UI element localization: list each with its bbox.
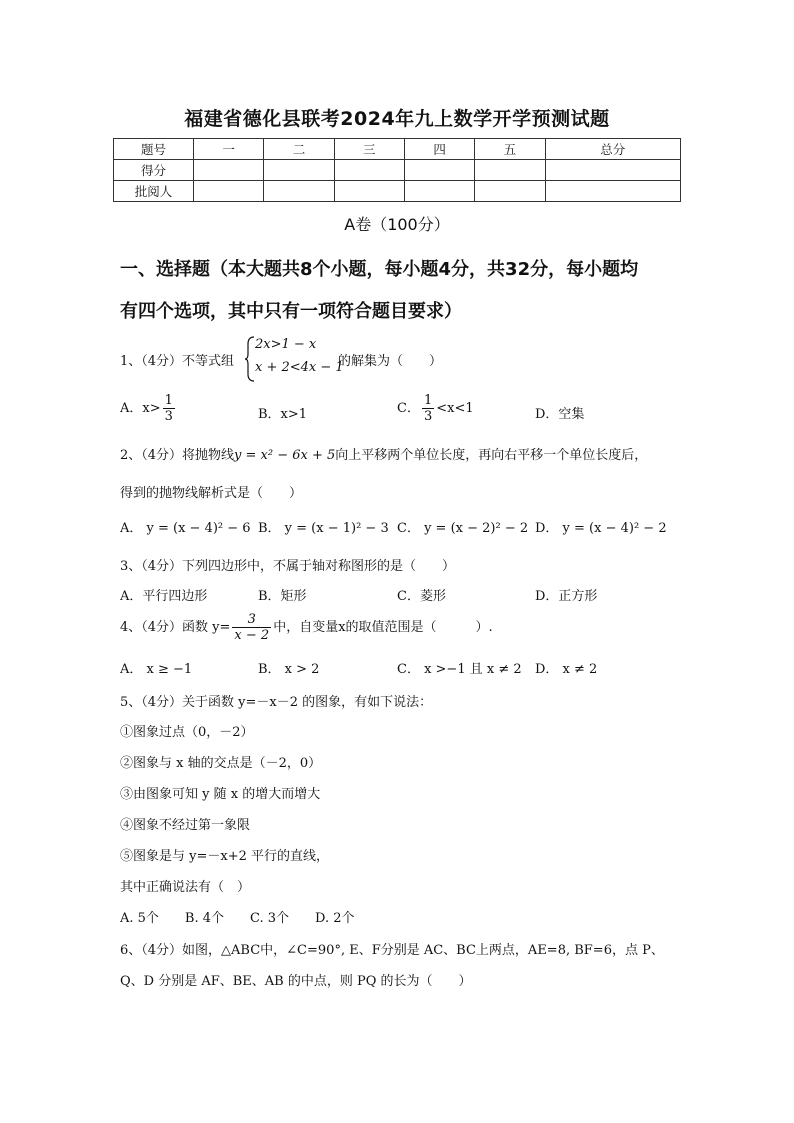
q3-option-c: C．菱形: [397, 589, 446, 604]
table-cell: [404, 160, 474, 181]
q2-line2: 得到的抛物线解析式是（ ）: [120, 486, 303, 501]
q5-stem: 5、（4分）关于函数 y=－x－2 的图象，有如下说法：: [120, 695, 433, 710]
fraction: [163, 393, 175, 424]
score-table: [113, 138, 681, 202]
q4-option-c: C． x >−1 且 x ≠ 2: [397, 662, 522, 677]
option-label: C．: [397, 401, 420, 416]
denominator: 3: [164, 409, 173, 424]
section-heading-line1: 一、选择题（本大题共8个小题，每小题4分，共32分，每小题均: [120, 259, 639, 280]
q1-option-d: D．空集: [535, 407, 585, 422]
table-cell: [264, 181, 334, 202]
q5-ask: 其中正确说法有（ ）: [120, 880, 251, 895]
q3-stem: 3、（4分）下列四边形中，不属于轴对称图形的是（ ）: [120, 559, 456, 574]
q5-statement-2: ②图象与 x 轴的交点是（－2，0）: [120, 756, 322, 771]
table-cell: 题号: [114, 139, 194, 160]
q4-prefix: 4、（4分）函数 y=: [120, 620, 231, 635]
q4-option-b: B． x > 2: [258, 662, 320, 677]
q2-option-b: B． y = (x − 1)² − 3: [258, 521, 389, 536]
fraction: [232, 612, 271, 643]
table-cell: [194, 181, 264, 202]
table-cell: 三: [334, 139, 404, 160]
q6-line1: 6、（4分）如图，△ABC中，∠C=90°, E、F分别是 AC、BC上两点，AE=8, BF=6，点 P、: [120, 943, 664, 958]
option-tail: <x<1: [436, 401, 474, 416]
table-cell: 二: [264, 139, 334, 160]
numerator: 1: [164, 393, 173, 408]
exam-title: 福建省德化县联考2024年九上数学开学预测试题: [184, 108, 610, 130]
denominator: x − 2: [234, 628, 270, 643]
table-cell: [545, 181, 680, 202]
table-cell: [334, 181, 404, 202]
q1-option-c: [397, 393, 474, 424]
q1-inequality-system: [244, 336, 344, 382]
table-cell: [334, 160, 404, 181]
table-cell: 得分: [114, 160, 194, 181]
q2-line1: [120, 444, 647, 463]
option-label: A．x>: [120, 401, 161, 416]
table-cell: [194, 160, 264, 181]
q4-stem: [120, 612, 493, 643]
q5-statement-5: ⑤图象是与 y=－x+2 平行的直线，: [120, 849, 329, 864]
q3-option-a: A．平行四边形: [120, 589, 208, 604]
table-cell: [475, 160, 545, 181]
table-cell: 总分: [545, 139, 680, 160]
q1-inequality-1: 2x>1 − x: [255, 337, 317, 352]
q5-statement-4: ④图象不经过第一象限: [120, 818, 251, 833]
table-row: [114, 139, 681, 160]
q2-prefix: 2、（4分）将抛物线: [120, 448, 235, 463]
q2-post: 向上平移两个单位长度，再向右平移一个单位长度后，: [335, 448, 648, 463]
q2-option-d: D． y = (x − 4)² − 2: [535, 521, 667, 536]
q6-line2: Q、D 分别是 AF、BE、AB 的中点，则 PQ 的长为（ ）: [120, 974, 472, 989]
q1-option-b: B．x>1: [258, 407, 308, 422]
denominator: 3: [423, 409, 433, 424]
q5-statement-3: ③由图象可知 y 随 x 的增大而增大: [120, 787, 321, 802]
q2-option-a: A． y = (x − 4)² − 6: [120, 521, 251, 536]
table-cell: 一: [194, 139, 264, 160]
q4-option-a: A． x ≥ −1: [120, 662, 193, 677]
table-cell: [404, 181, 474, 202]
table-cell: [475, 181, 545, 202]
q4-option-d: D． x ≠ 2: [535, 662, 598, 677]
section-heading-line2: 有四个选项，其中只有一项符合题目要求）: [120, 301, 462, 322]
table-cell: [545, 160, 680, 181]
numerator: 1: [423, 393, 433, 408]
q3-option-d: D．正方形: [535, 589, 598, 604]
volume-heading: A卷（100分）: [344, 215, 450, 234]
q1-suffix: 的解集为（ ）: [338, 354, 443, 369]
table-cell: [264, 160, 334, 181]
q3-option-b: B．矩形: [258, 589, 307, 604]
numerator: 3: [232, 612, 271, 628]
table-cell: 批阅人: [114, 181, 194, 202]
q1-prefix: 1、（4分）不等式组: [120, 354, 235, 369]
table-cell: 五: [475, 139, 545, 160]
q1-option-a: [120, 393, 177, 424]
q2-option-c: C． y = (x − 2)² − 2: [397, 521, 529, 536]
table-row: [114, 160, 681, 181]
q2-parabola-expr: y = x² − 6x + 5: [234, 448, 336, 463]
q1-inequality-2: x + 2<4x − 1: [255, 360, 344, 375]
q5-options: A. 5个 B. 4个 C. 3个 D. 2个: [120, 911, 355, 926]
q5-statement-1: ①图象过点（0，－2）: [120, 725, 254, 740]
fraction: [422, 393, 434, 424]
q4-suffix: 中，自变量x的取值范围是（ ）.: [273, 620, 493, 635]
table-cell: 四: [404, 139, 474, 160]
table-row: [114, 181, 681, 202]
